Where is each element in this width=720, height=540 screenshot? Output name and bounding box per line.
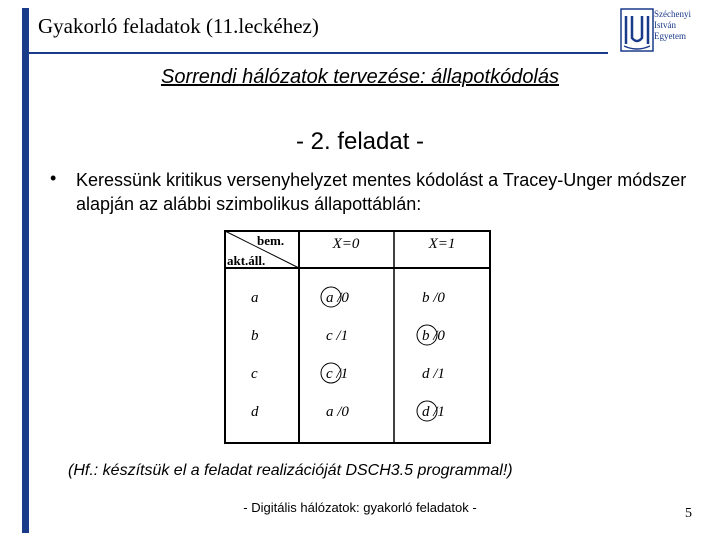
table-cell-c-x0: c /1 xyxy=(326,366,349,382)
logo-line-1: Széchenyi xyxy=(654,9,691,19)
slide-header-title: Gyakorló feladatok (11.leckéhez) xyxy=(38,14,319,38)
page-number: 5 xyxy=(685,506,692,521)
table-cell-b-x1: b /0 xyxy=(422,328,445,344)
corner-label-inputs: bem. xyxy=(257,233,285,248)
state-label-a: a xyxy=(251,290,259,306)
bullet-marker: • xyxy=(50,168,57,188)
table-body xyxy=(251,287,445,421)
header-divider xyxy=(22,52,608,54)
corner-label-states: akt.áll. xyxy=(227,253,266,268)
homework-note: (Hf.: készítsük el a feladat realizációját DSCH3.5 programmal!) xyxy=(68,462,513,479)
column-header-x1: X=1 xyxy=(428,236,456,252)
logo-line-2: István xyxy=(654,20,676,30)
state-label-b: b xyxy=(251,328,259,344)
table-cell-a-x0: a /0 xyxy=(326,290,349,306)
table-cell-d-x0: a /0 xyxy=(326,404,349,420)
table-cell-a-x1: b /0 xyxy=(422,290,445,306)
university-logo xyxy=(620,8,654,52)
slide-subtitle: Sorrendi hálózatok tervezése: állapotkódolás xyxy=(160,66,560,88)
slide-footer: - Digitális hálózatok: gyakorló feladatok - xyxy=(243,500,477,515)
table-cell-c-x1: d /1 xyxy=(422,366,445,382)
column-header-x0: X=0 xyxy=(332,236,360,252)
table-cell-d-x1: d /1 xyxy=(422,404,445,420)
bullet-text: Keressünk kritikus versenyhelyzet mentes kódolást a Tracey-Unger módszer alapján az alábbi szimbolikus állapottáblán: xyxy=(76,170,687,214)
state-label-c: c xyxy=(251,366,258,382)
task-title: - 2. feladat - xyxy=(295,128,425,155)
table-cell-b-x0: c /1 xyxy=(326,328,349,344)
state-label-d: d xyxy=(251,404,259,420)
university-logo-text xyxy=(654,9,691,42)
state-table xyxy=(224,230,491,444)
logo-line-3: Egyetem xyxy=(654,31,686,41)
